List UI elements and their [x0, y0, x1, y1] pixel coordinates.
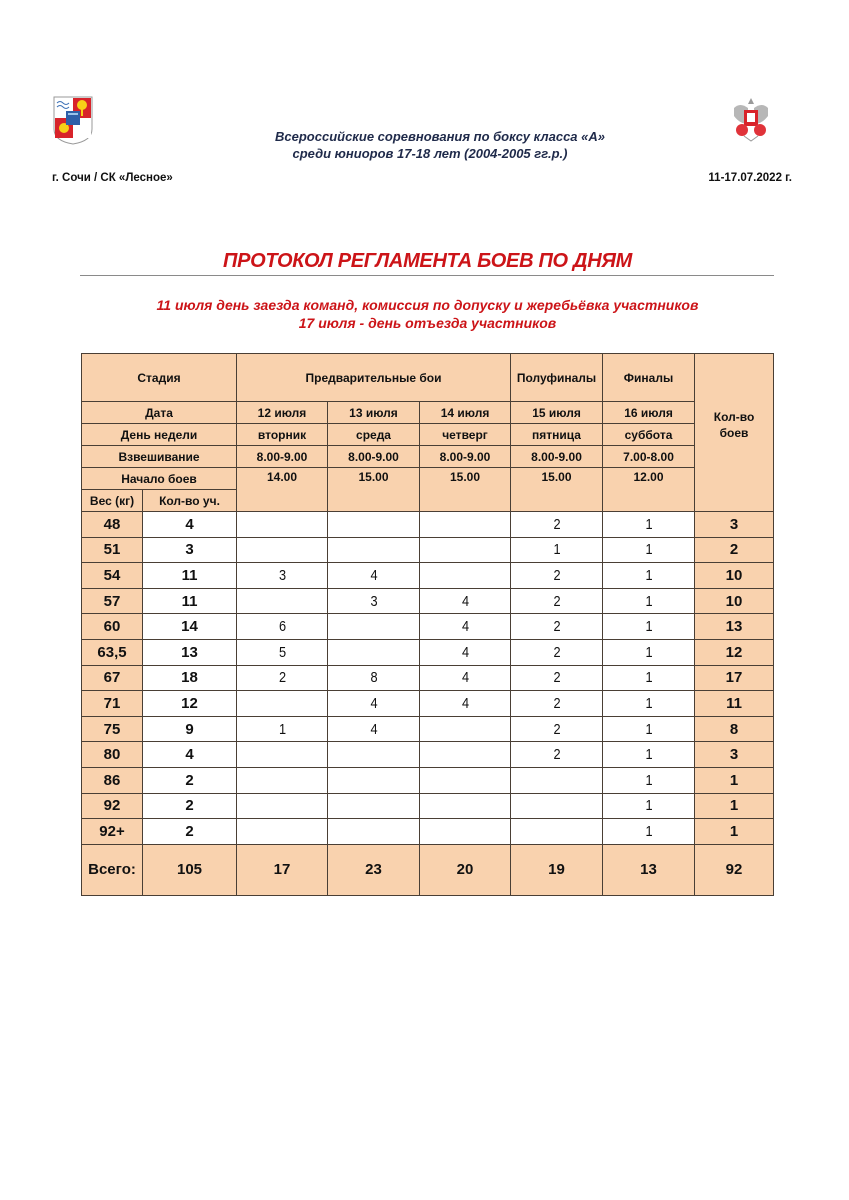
- participants-count: 11: [143, 563, 237, 589]
- participants-count: 12: [143, 691, 237, 717]
- date-cell: 14 июля: [420, 402, 511, 424]
- subtitle-line2: 17 июля - день отъезда участников: [298, 315, 557, 331]
- bouts-day: [334, 639, 412, 665]
- table-row: [82, 563, 774, 589]
- bouts-day: 3: [243, 563, 320, 589]
- date-cell: 13 июля: [328, 402, 420, 424]
- weigh-in-cell: 7.00-8.00: [603, 446, 695, 468]
- bouts-count-header: Кол-во боев: [695, 354, 774, 512]
- bouts-day: [334, 819, 412, 845]
- bouts-day: [334, 793, 412, 819]
- table-row: [82, 665, 774, 691]
- weekday-cell: вторник: [237, 424, 328, 446]
- stage-row: [82, 354, 774, 402]
- weight-class: 51: [82, 537, 143, 563]
- table-row: [82, 512, 774, 538]
- bouts-day: [334, 537, 412, 563]
- stage-preliminary: Предварительные бои: [237, 354, 511, 402]
- bouts-total: 2: [695, 537, 774, 563]
- weight-class: 86: [82, 767, 143, 793]
- bouts-day: [243, 512, 320, 538]
- participants-count: 11: [143, 588, 237, 614]
- weight-class: 92: [82, 793, 143, 819]
- table-row: [82, 614, 774, 640]
- bouts-day: 2: [517, 665, 595, 691]
- participants-count: 3: [143, 537, 237, 563]
- participants-count: 2: [143, 793, 237, 819]
- totals-day: 19: [511, 844, 603, 895]
- bouts-total: 3: [695, 742, 774, 768]
- bouts-day: [334, 614, 412, 640]
- bouts-day: 1: [609, 563, 687, 589]
- bouts-total: 17: [695, 665, 774, 691]
- weigh-in-cell: 8.00-9.00: [237, 446, 328, 468]
- bouts-total: 1: [695, 819, 774, 845]
- weight-class: 48: [82, 512, 143, 538]
- weigh-in-cell: 8.00-9.00: [420, 446, 511, 468]
- stage-finals: Финалы: [603, 354, 695, 402]
- bouts-day: 1: [609, 639, 687, 665]
- bouts-day: [243, 742, 320, 768]
- bouts-day: [426, 819, 503, 845]
- bouts-day: 4: [334, 716, 412, 742]
- bouts-day: 2: [517, 639, 595, 665]
- weight-class: 54: [82, 563, 143, 589]
- bouts-day: [426, 563, 503, 589]
- table-row: [82, 716, 774, 742]
- table-row: [82, 767, 774, 793]
- bouts-day: [426, 512, 503, 538]
- date-row: [82, 402, 774, 424]
- bouts-day: 6: [243, 614, 320, 640]
- start-cell: 14.00: [237, 468, 328, 512]
- bouts-total: 3: [695, 512, 774, 538]
- bouts-day: 2: [517, 512, 595, 538]
- bouts-day: 2: [517, 588, 595, 614]
- bouts-day: 4: [426, 588, 503, 614]
- bouts-day: 2: [517, 691, 595, 717]
- participants-count: 18: [143, 665, 237, 691]
- table-row: [82, 742, 774, 768]
- bouts-day: [243, 691, 320, 717]
- start-row: [82, 468, 774, 490]
- stage-label: Стадия: [82, 354, 237, 402]
- date-label: Дата: [82, 402, 237, 424]
- bouts-day: 4: [334, 563, 412, 589]
- bouts-day: [243, 537, 320, 563]
- bouts-day: 1: [609, 614, 687, 640]
- weigh-in-row: [82, 446, 774, 468]
- weekday-cell: среда: [328, 424, 420, 446]
- weekday-label: День недели: [82, 424, 237, 446]
- bouts-day: 2: [243, 665, 320, 691]
- participants-count: 13: [143, 639, 237, 665]
- bouts-day: [426, 793, 503, 819]
- bouts-total: 8: [695, 716, 774, 742]
- totals-day: 20: [420, 844, 511, 895]
- bouts-day: [243, 767, 320, 793]
- bouts-day: [334, 767, 412, 793]
- bouts-day: 5: [243, 639, 320, 665]
- date-cell: 12 июля: [237, 402, 328, 424]
- bouts-day: 1: [609, 716, 687, 742]
- totals-day: 13: [603, 844, 695, 895]
- weight-class: 71: [82, 691, 143, 717]
- weight-class: 92+: [82, 819, 143, 845]
- bouts-total: 1: [695, 767, 774, 793]
- weekday-cell: пятница: [511, 424, 603, 446]
- bouts-day: 1: [609, 665, 687, 691]
- start-cell: 12.00: [603, 468, 695, 512]
- weigh-in-cell: 8.00-9.00: [328, 446, 420, 468]
- event-title: [160, 128, 680, 162]
- totals-label: Всего:: [82, 844, 143, 895]
- participants-count: 14: [143, 614, 237, 640]
- bouts-day: [517, 793, 595, 819]
- totals-day: 23: [328, 844, 420, 895]
- participants-count: 4: [143, 742, 237, 768]
- bouts-day: [426, 537, 503, 563]
- participants-count: 2: [143, 767, 237, 793]
- weight-class: 57: [82, 588, 143, 614]
- bouts-total: 11: [695, 691, 774, 717]
- weekday-row: [82, 424, 774, 446]
- ministry-emblem-icon: [730, 94, 772, 144]
- bouts-day: [334, 742, 412, 768]
- start-cell: 15.00: [420, 468, 511, 512]
- bouts-day: [243, 588, 320, 614]
- totals-bouts: 92: [695, 844, 774, 895]
- bouts-day: 1: [609, 512, 687, 538]
- schedule-table: [81, 353, 774, 896]
- bouts-day: 1: [517, 537, 595, 563]
- date-cell: 16 июля: [603, 402, 695, 424]
- bouts-day: 1: [609, 588, 687, 614]
- bouts-day: [426, 767, 503, 793]
- participants-label: Кол-во уч.: [143, 490, 237, 512]
- event-title-line1: Всероссийские соревнования по боксу класса «А»: [275, 129, 605, 144]
- table-row: [82, 819, 774, 845]
- weight-label: Вес (кг): [82, 490, 143, 512]
- sochi-coat-of-arms-icon: [52, 95, 94, 145]
- weigh-in-cell: 8.00-9.00: [511, 446, 603, 468]
- bouts-day: 2: [517, 716, 595, 742]
- weekday-cell: суббота: [603, 424, 695, 446]
- table-row: [82, 588, 774, 614]
- bouts-day: [334, 512, 412, 538]
- event-dates: 11-17.07.2022 г.: [708, 172, 792, 184]
- bouts-day: 2: [517, 614, 595, 640]
- weekday-cell: четверг: [420, 424, 511, 446]
- event-title-line2: среди юниоров 17-18 лет (2004-2005 гг.р.): [292, 146, 568, 161]
- bouts-day: [517, 767, 595, 793]
- bouts-day: [517, 819, 595, 845]
- bouts-day: 1: [609, 742, 687, 768]
- bouts-day: 1: [243, 716, 320, 742]
- totals-day: 17: [237, 844, 328, 895]
- bouts-day: 1: [609, 793, 687, 819]
- bouts-day: 1: [609, 537, 687, 563]
- bouts-day: 1: [609, 691, 687, 717]
- bouts-day: 2: [517, 563, 595, 589]
- participants-count: 2: [143, 819, 237, 845]
- table-row: [82, 537, 774, 563]
- bouts-total: 13: [695, 614, 774, 640]
- start-label: Начало боев: [82, 468, 237, 490]
- bouts-day: [243, 793, 320, 819]
- bouts-total: 1: [695, 793, 774, 819]
- bouts-day: 2: [517, 742, 595, 768]
- document-title: ПРОТОКОЛ РЕГЛАМЕНТА БОЕВ ПО ДНЯМ: [222, 250, 632, 272]
- bouts-day: [426, 742, 503, 768]
- bouts-total: 10: [695, 563, 774, 589]
- stage-semifinals: Полуфиналы: [511, 354, 603, 402]
- bouts-day: 4: [426, 691, 503, 717]
- bouts-day: 1: [609, 819, 687, 845]
- bouts-day: [426, 716, 503, 742]
- participants-count: 9: [143, 716, 237, 742]
- bouts-day: 4: [426, 665, 503, 691]
- bouts-day: 3: [334, 588, 412, 614]
- bouts-day: 4: [426, 639, 503, 665]
- weight-class: 80: [82, 742, 143, 768]
- table-row: [82, 639, 774, 665]
- bouts-day: 1: [609, 767, 687, 793]
- weight-class: 60: [82, 614, 143, 640]
- bouts-day: 4: [426, 614, 503, 640]
- table-row: [82, 793, 774, 819]
- bouts-day: [243, 819, 320, 845]
- bouts-day: 8: [334, 665, 412, 691]
- document-subtitle: [80, 296, 775, 332]
- bouts-total: 12: [695, 639, 774, 665]
- date-cell: 15 июля: [511, 402, 603, 424]
- bouts-day: 4: [334, 691, 412, 717]
- table-row: [82, 691, 774, 717]
- weight-class: 63,5: [82, 639, 143, 665]
- weight-class: 75: [82, 716, 143, 742]
- weigh-in-label: Взвешивание: [82, 446, 237, 468]
- participants-count: 4: [143, 512, 237, 538]
- start-cell: 15.00: [511, 468, 603, 512]
- start-cell: 15.00: [328, 468, 420, 512]
- subtitle-line1: 11 июля день заезда команд, комиссия по допуску и жеребьёвка участников: [156, 297, 699, 313]
- bouts-total: 10: [695, 588, 774, 614]
- title-divider: [80, 275, 774, 276]
- totals-participants: 105: [143, 844, 237, 895]
- venue: г. Сочи / СК «Лесное»: [52, 172, 173, 184]
- weight-class: 67: [82, 665, 143, 691]
- totals-row: [82, 844, 774, 895]
